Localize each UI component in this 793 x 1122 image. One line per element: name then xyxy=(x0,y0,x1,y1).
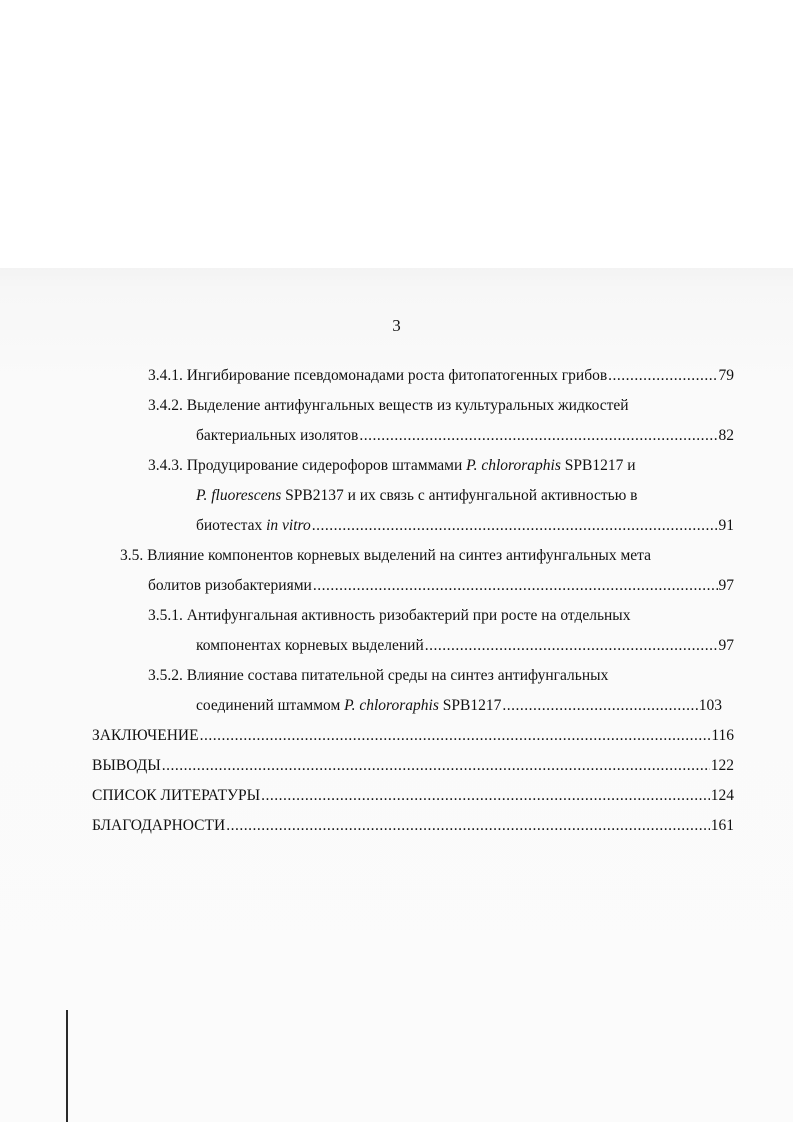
dot-leader xyxy=(425,634,718,658)
toc-entry-title-cont: бактериальных изолятов xyxy=(196,427,359,444)
species-name: P. chlororaphis xyxy=(466,457,561,474)
toc-entry-3-5-1-line2[interactable] xyxy=(196,634,734,658)
toc-entry-3-4-2-line1[interactable] xyxy=(148,394,629,418)
toc-entry-title: Выделение антифунгальных веществ из культуральных жидкостей xyxy=(186,397,629,414)
toc-entry-page: 82 xyxy=(718,427,734,444)
toc-entry-title-cont: болитов ризобактериями xyxy=(148,577,312,594)
dot-leader xyxy=(608,364,717,388)
toc-entry-title: Антифунгальная активность ризобактерий при росте на отдельных xyxy=(186,607,631,624)
dot-leader xyxy=(312,514,718,538)
toc-entry-3-5-1-line1[interactable] xyxy=(148,604,630,628)
toc-entry-page: 116 xyxy=(711,727,734,744)
toc-entry-conclusion[interactable] xyxy=(92,724,734,748)
toc-entry-title: БЛАГОДАРНОСТИ xyxy=(92,817,226,834)
toc-entry-title-cont: биотестах xyxy=(196,517,263,534)
toc-entry-number: 3.5.2. xyxy=(148,667,183,684)
toc-entry-3-4-3-line1[interactable] xyxy=(148,454,636,478)
toc-entry-3-4-1[interactable] xyxy=(148,364,734,388)
toc-entry-3-4-3-line2[interactable] xyxy=(196,484,637,508)
page-number: 3 xyxy=(392,316,401,335)
italic-term: in vitro xyxy=(266,517,311,534)
toc-entry-findings[interactable] xyxy=(92,754,734,778)
toc-entry-page: 91 xyxy=(718,517,734,534)
toc-entry-title: Продуцирование сидерофоров штаммами xyxy=(186,457,463,474)
toc-entry-title: ВЫВОДЫ xyxy=(92,757,161,774)
toc-entry-title: СПИСОК ЛИТЕРАТУРЫ xyxy=(92,787,261,804)
toc-entry-title: Ингибирование псевдомонадами роста фитопатогенных грибов xyxy=(186,367,608,384)
toc-entry-number: 3.5. xyxy=(120,547,144,564)
dot-leader xyxy=(226,814,710,838)
toc-entry-3-4-2-line2[interactable] xyxy=(196,424,734,448)
toc-entry-page: 124 xyxy=(710,787,734,804)
species-name: P. chlororaphis xyxy=(344,697,439,714)
dot-leader xyxy=(502,694,697,718)
toc-entry-3-5-2-line2[interactable] xyxy=(196,694,722,718)
toc-entry-number: 3.4.2. xyxy=(148,397,183,414)
toc-entry-3-5-line1[interactable] xyxy=(120,544,651,568)
toc-entry-3-4-3-line3[interactable] xyxy=(196,514,734,538)
toc-entry-page: 103 xyxy=(698,697,722,714)
toc-entry-acknowledgments[interactable] xyxy=(92,814,734,838)
dot-leader xyxy=(162,754,710,778)
toc-entry-title-cont: соединений штаммом xyxy=(196,697,341,714)
toc-entry-title: Влияние компонентов корневых выделений на синтез антифунгальных мета xyxy=(147,547,651,564)
toc-entry-page: 122 xyxy=(710,757,734,774)
toc-entry-page: 97 xyxy=(718,577,734,594)
toc-entry-number: 3.4.1. xyxy=(148,367,183,384)
toc-entry-page: 79 xyxy=(718,367,734,384)
dot-leader xyxy=(200,724,711,748)
toc-entry-title: ЗАКЛЮЧЕНИЕ xyxy=(92,727,199,744)
toc-entry-number: 3.5.1. xyxy=(148,607,183,624)
toc-entry-3-5-line2[interactable] xyxy=(148,574,734,598)
toc-entry-title-cont: компонентах корневых выделений xyxy=(196,637,424,654)
dot-leader xyxy=(359,424,717,448)
strain-text: SPB1217 xyxy=(442,697,502,714)
toc-entry-number: 3.4.3. xyxy=(148,457,183,474)
toc-entry-references[interactable] xyxy=(92,784,734,808)
toc-entry-title-cont: SPB2137 и их связь с антифунгальной активностью в xyxy=(285,487,638,504)
strain-text: SPB1217 и xyxy=(564,457,636,474)
toc-entry-title: Влияние состава питательной среды на синтез антифунгальных xyxy=(186,667,609,684)
binder-edge-line xyxy=(66,1010,68,1122)
dot-leader xyxy=(261,784,710,808)
species-name: P. fluorescens xyxy=(196,487,282,504)
toc-entry-page: 161 xyxy=(710,817,734,834)
toc-entry-3-5-2-line1[interactable] xyxy=(148,664,608,688)
toc-entry-page: 97 xyxy=(718,637,734,654)
dot-leader xyxy=(313,574,718,598)
